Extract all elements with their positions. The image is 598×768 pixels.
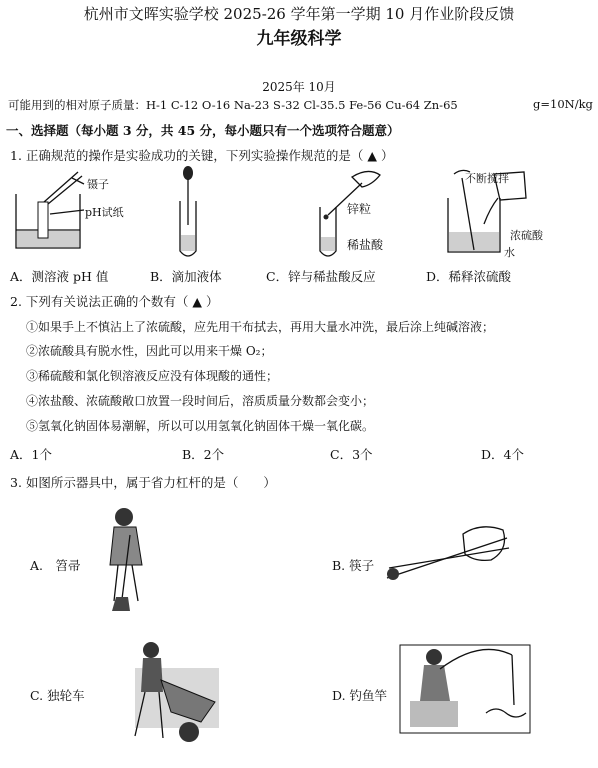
q1-option-d[interactable]: D．稀释浓硫酸 bbox=[426, 269, 512, 284]
label-conc-h2so4: 浓硫酸 bbox=[510, 229, 543, 242]
exam-date: 2025年 10月 bbox=[262, 80, 336, 94]
section-heading: 一、选择题（每小题 3 分，共 45 分，每小题只有一个选项符合题意） bbox=[6, 123, 400, 138]
q3-option-d[interactable]: D. 钓鱼竿 bbox=[332, 688, 388, 703]
q1-option-c[interactable]: C．锌与稀盐酸反应 bbox=[266, 269, 376, 284]
figure-fishing-rod bbox=[400, 635, 540, 745]
q2-statement-2: ②浓硫酸具有脱水性，因此可以用来干燥 O₂； bbox=[26, 344, 273, 358]
q1-stem: 1. 正确规范的操作是实验成功的关键，下列实验操作规范的是（ ▲ ） bbox=[10, 148, 394, 163]
q2-statement-5: ⑤氢氧化钠固体易潮解，所以可以用氢氧化钠固体干燥一氧化碳。 bbox=[26, 419, 375, 433]
figure-dropper bbox=[170, 165, 210, 261]
label-tweezers: 镊子 bbox=[87, 178, 109, 191]
q2-option-d[interactable]: D．4个 bbox=[481, 447, 524, 462]
q1-option-a[interactable]: A．测溶液 pH 值 bbox=[10, 269, 109, 284]
q2-stem: 2. 下列有关说法正确的个数有（ ▲ ） bbox=[10, 294, 219, 309]
label-water: 水 bbox=[504, 246, 515, 259]
q2-option-a[interactable]: A．1个 bbox=[10, 447, 52, 462]
q2-statement-1: ①如果手上不慎沾上了浓硫酸，应先用干布拭去，再用大量水冲洗，最后涂上纯碱溶液； bbox=[26, 320, 495, 334]
school-title: 杭州市文晖实验学校 2025-26 学年第一学期 10 月作业阶段反馈 bbox=[83, 5, 515, 23]
label-ph-paper: pH试纸 bbox=[85, 206, 124, 219]
q3-option-a[interactable]: A. 笤帚 bbox=[30, 558, 81, 573]
figure-chopsticks bbox=[385, 520, 515, 590]
q2-option-c[interactable]: C．3个 bbox=[330, 447, 373, 462]
q3-stem: 3. 如图所示器具中，属于省力杠杆的是（ ） bbox=[10, 475, 276, 490]
q2-statement-4: ④浓盐酸、浓硫酸敞口放置一段时间后，溶质质量分数都会变小； bbox=[26, 394, 375, 408]
q1-option-b[interactable]: B．滴加液体 bbox=[150, 269, 222, 284]
atomic-masses: 可能用到的相对原子质量：H-1 C-12 O-16 Na-23 S-32 Cl-35.5 Fe-56 Cu-64 Zn-65 bbox=[8, 98, 458, 112]
q2-statement-3: ③稀硫酸和氯化钡溶液反应没有体现酸的通性； bbox=[26, 369, 279, 383]
label-stirring: 不断搅拌 bbox=[465, 172, 509, 185]
figure-wheelbarrow bbox=[105, 640, 225, 752]
gravity-constant: g=10N/kg bbox=[533, 97, 593, 111]
figure-broom bbox=[100, 505, 170, 615]
label-zinc: 锌粒 bbox=[347, 202, 372, 216]
label-dilute-hcl: 稀盐酸 bbox=[347, 238, 384, 252]
subject-title: 九年级科学 bbox=[256, 29, 342, 49]
q3-option-b[interactable]: B. 筷子 bbox=[332, 558, 375, 573]
q3-option-c[interactable]: C. 独轮车 bbox=[30, 688, 85, 703]
q2-option-b[interactable]: B．2个 bbox=[182, 447, 225, 462]
